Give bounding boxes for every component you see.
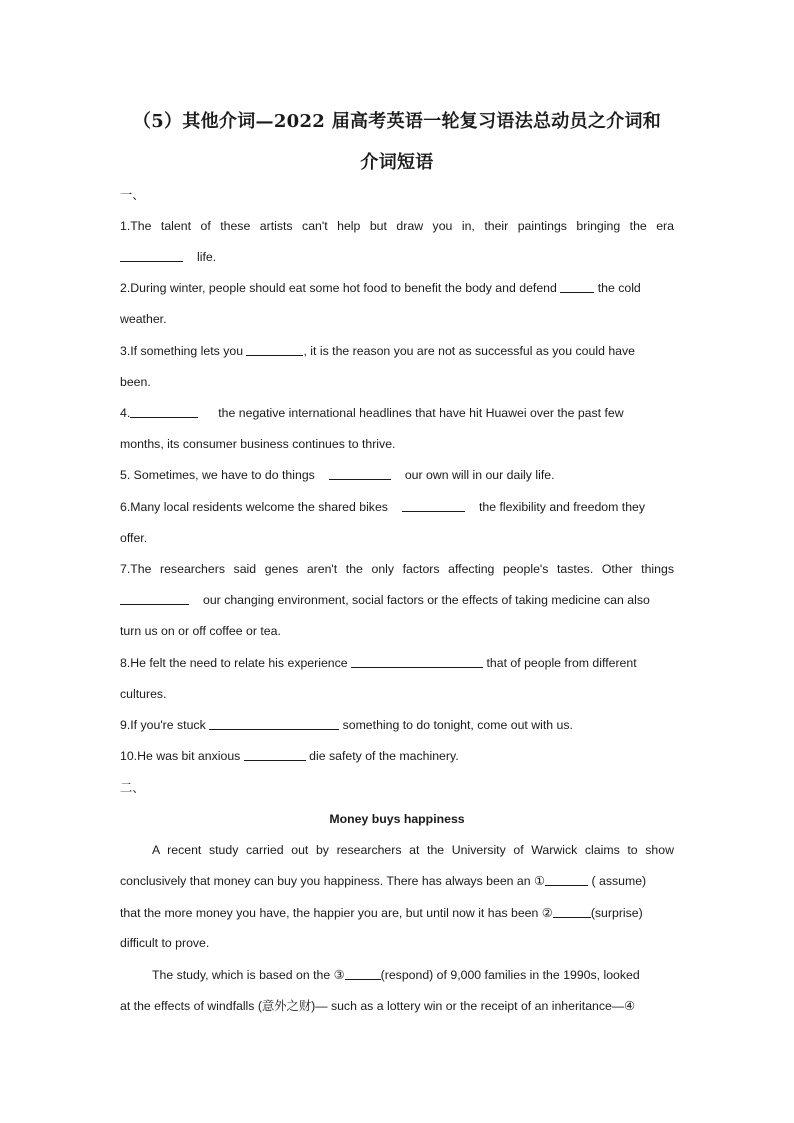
question-8-line-1: 8.He felt the need to relate his experience that of people from different xyxy=(120,656,637,670)
answer-blank[interactable] xyxy=(345,968,381,980)
question-1-line-1: 1.The talent of these artists can't help but draw you in, their paintings bringing the era xyxy=(120,219,674,233)
answer-blank[interactable] xyxy=(329,468,391,480)
blank-marker-3: ③ xyxy=(333,968,345,982)
answer-blank[interactable] xyxy=(244,749,306,761)
answer-blank[interactable] xyxy=(120,593,189,605)
answer-blank[interactable] xyxy=(246,344,303,356)
document-title-line-2: 介词短语 xyxy=(360,152,434,173)
blank-marker-4: ④ xyxy=(624,999,636,1013)
question-8-line-2: cultures. xyxy=(120,687,167,701)
blank-marker-2: ② xyxy=(541,906,553,920)
passage-paragraph-2-line-2: at the effects of windfalls (意外之财)— such as a lottery win or the receipt of an inheritance—④ xyxy=(120,999,636,1013)
answer-blank[interactable] xyxy=(351,656,483,668)
question-4-line-1: 4. the negative international headlines that have hit Huawei over the past few xyxy=(120,406,624,420)
passage-paragraph-2-line-1: The study, which is based on the ③ (respond) of 9,000 families in the 1990s, looked xyxy=(152,968,640,982)
answer-blank[interactable] xyxy=(120,250,183,262)
section-1-heading: 一、 xyxy=(120,188,145,202)
question-7-line-3: turn us on or off coffee or tea. xyxy=(120,624,281,638)
document-title-line-1: （5）其他介词—2022 届高考英语一轮复习语法总动员之介词和 xyxy=(132,111,662,132)
question-2-line-1: 2.During winter, people should eat some hot food to benefit the body and defend the cold xyxy=(120,281,641,295)
question-3-line-2: been. xyxy=(120,375,151,389)
blank-marker-1: ① xyxy=(534,874,546,888)
passage-paragraph-1-line-4: difficult to prove. xyxy=(120,936,210,950)
question-2-line-2: weather. xyxy=(120,312,167,326)
question-6-line-1: 6.Many local residents welcome the shared bikes the flexibility and freedom they xyxy=(120,500,646,514)
question-9-line-1: 9.If you're stuck something to do tonight, come out with us. xyxy=(120,718,573,732)
answer-blank[interactable] xyxy=(560,281,594,293)
question-6-line-2: offer. xyxy=(120,531,148,545)
passage-paragraph-1-line-3: that the more money you have, the happier you are, but until now it has been ② (surprise) xyxy=(120,906,643,920)
answer-blank[interactable] xyxy=(130,406,198,418)
answer-blank[interactable] xyxy=(402,500,465,512)
answer-blank[interactable] xyxy=(209,718,339,730)
passage-paragraph-1-line-2: conclusively that money can buy you happiness. There has always been an ① ( assume) xyxy=(120,874,647,888)
question-10-line-1: 10.He was bit anxious die safety of the machinery. xyxy=(120,749,459,763)
passage-title: Money buys happiness xyxy=(329,812,465,826)
question-5-line-1: 5. Sometimes, we have to do things our own will in our daily life. xyxy=(120,468,555,482)
answer-blank[interactable] xyxy=(553,906,591,918)
question-3-line-1: 3.If something lets you , it is the reason you are not as successful as you could have xyxy=(120,344,635,358)
question-7-line-2: our changing environment, social factors or the effects of taking medicine can also xyxy=(120,593,674,607)
answer-blank[interactable] xyxy=(545,874,588,886)
question-4-line-2: months, its consumer business continues to thrive. xyxy=(120,437,396,451)
question-1-line-2: life. xyxy=(120,250,674,264)
passage-paragraph-1-line-1: A recent study carried out by researchers at the University of Warwick claims to show xyxy=(152,843,674,857)
section-2-heading: 二、 xyxy=(120,781,145,795)
question-7-line-1: 7.The researchers said genes aren't the only factors affecting people's tastes. Other things xyxy=(120,562,674,576)
